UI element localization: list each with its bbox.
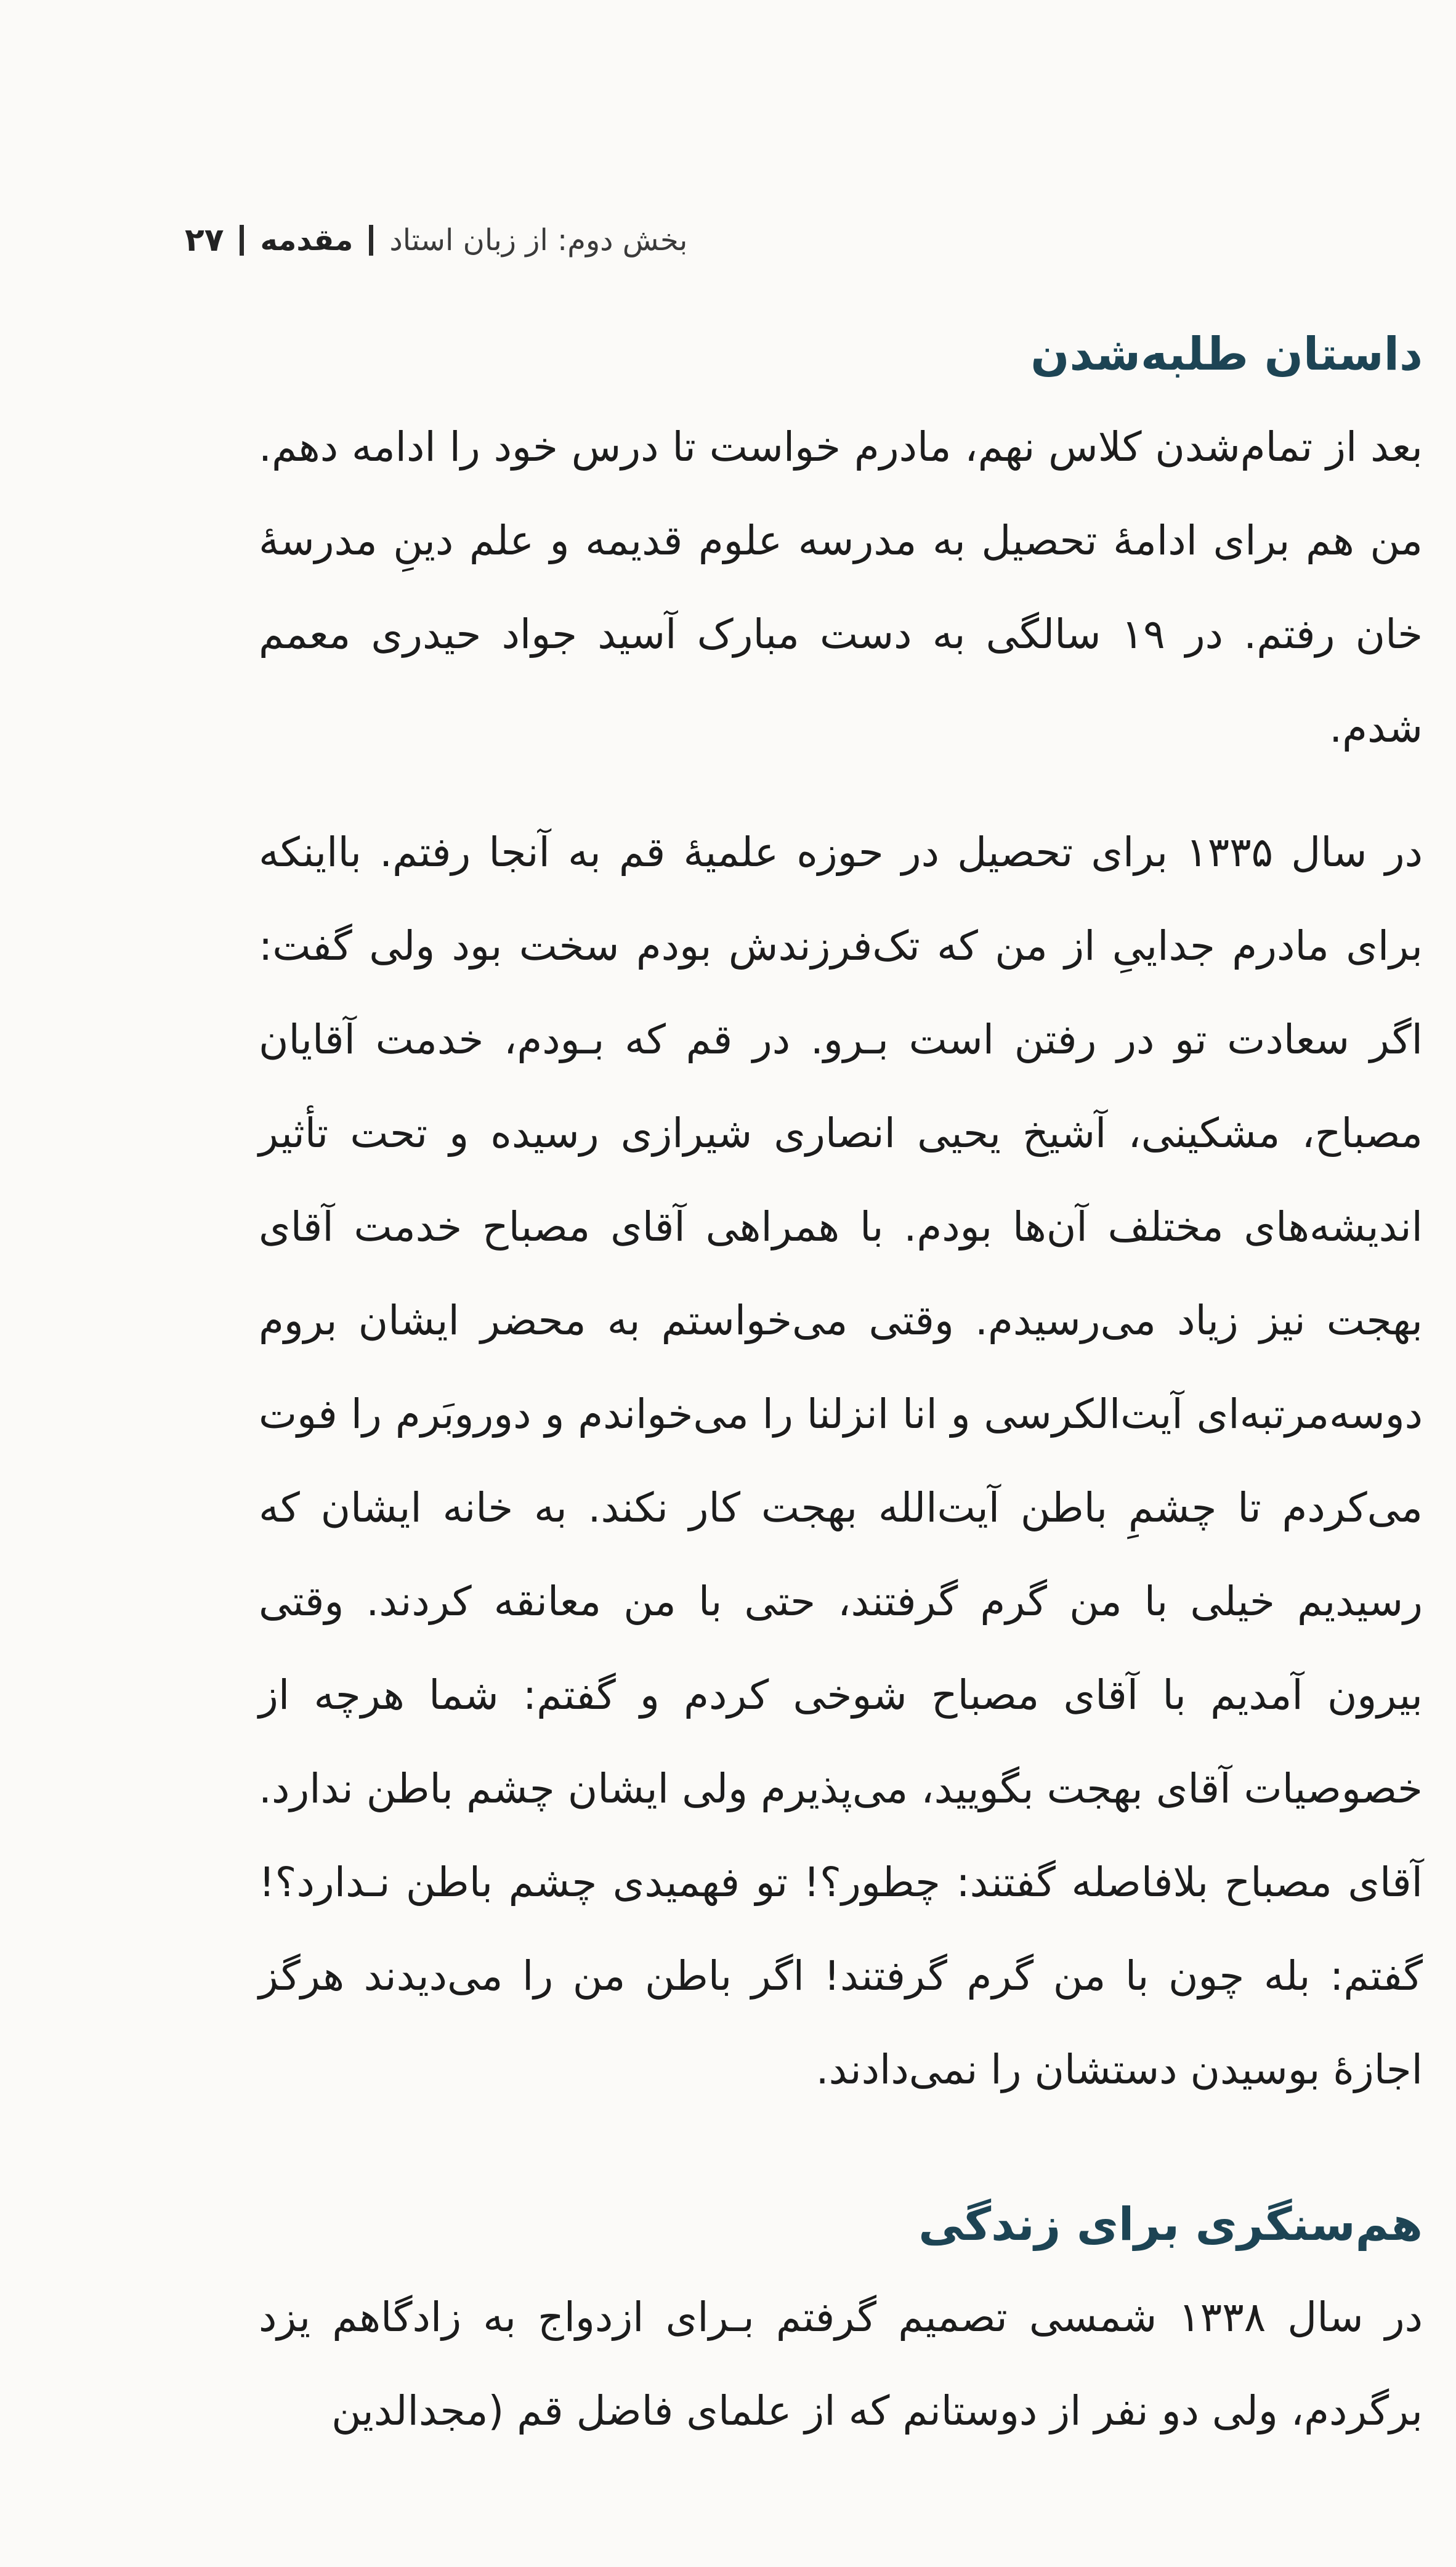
paragraph: بعد از تمام‌شدن کلاس نهم، مادرم خواست تا درس خود را ادامه دهم. من هم برای ادامهٔ تحصیل به مدرسه علوم قدیمه و علم دینِ مدرسهٔ خان رفتم. در ۱۹ سالگی به دست مبارک آسید جواد حیدری معمم شدم. [259,423,1423,752]
part-title: بخش دوم: از زبان استاد [389,223,688,258]
section-title: مقدمه [260,223,354,258]
header-divider [369,225,373,256]
paragraph: در سال ۱۳۳۵ برای تحصیل در حوزه علمیهٔ قم به آنجا رفتم. بااینکه برای مادرم جداییِ از من که تک‌فرزندش بودم سخت بود ولی گفت: اگر سعادت تو در رفتن است بـرو. در قم که بـودم، خدمت آقایان مصباح، مشکینی، آشیخ یحیی انصاری شیرازی رسیده و تحت تأثیر اندیشه‌های مختلف آن‌ها بودم. با همراهی آقای مصباح خدمت آقای بهجت نیز زیاد می‌رسیدم. وقتی می‌خواستم به محضر ایشان بروم دوسه‌مرتبه‌ای آیت‌الکرسی و انا انزلنا را می‌خواندم و دوروبَرم را فوت می‌کردم تا چشمِ باطن آیت‌الله بهجت کار نکند. به خانه ایشان که رسیدیم خیلی با من گرم گرفتند، حتی با من معانقه کردند. وقتی بیرون آمدیم با آقای مصباح شوخی کردم و گفتم: شما هرچه از خصوصیات آقای بهجت بگویید، می‌پذیرم ولی ایشان چشم باطن ندارد. آقای مصباح بلافاصله گفتند: چطور؟! تو فهمیدی چشم باطن نـدارد؟! گفتم: بله چون با من گرم گرفتند! اگر باطن من را می‌دیدند هرگز اجازهٔ بوسیدن دستشان را نمی‌دادند. [259,829,1423,2093]
paragraph: در سال ۱۳۳۸ شمسی تصمیم گرفتم بـرای ازدواج به زادگاهم یزد برگردم، ولی دو نفر از دوستانم که از علمای فاضل قم (مجدالدین [259,2293,1423,2435]
page-number: ۲۷ [185,222,224,259]
header-divider [240,225,244,256]
section-heading: داستان طلبه‌شدن [1030,328,1423,381]
page-body [259,320,1423,2458]
section-heading: هم‌سنگری برای زندگی [918,2198,1423,2251]
running-header [185,216,702,265]
